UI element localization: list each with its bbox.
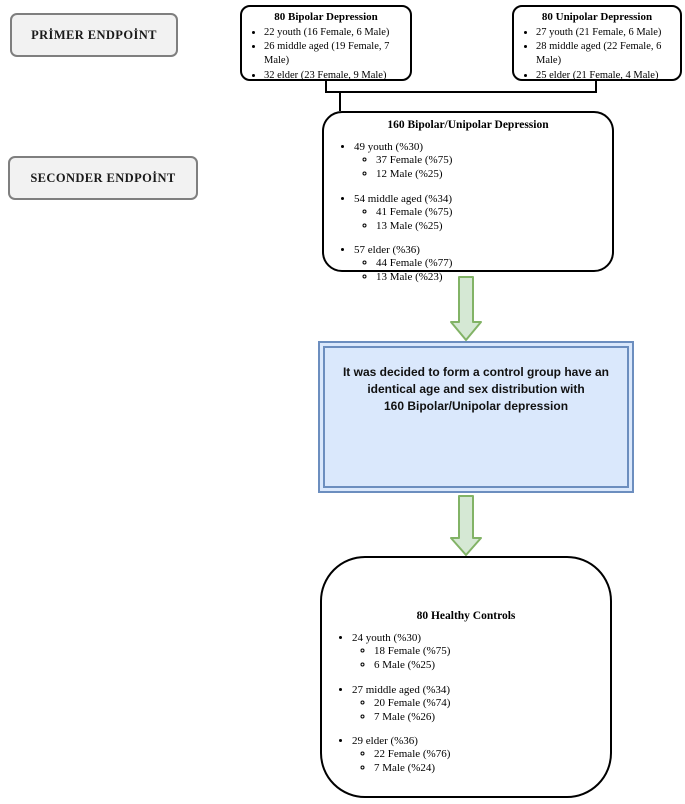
note-line-2: identical age and sex distribution with xyxy=(367,381,585,396)
sub-list-item: ◦ 37 Female (%75) xyxy=(376,153,612,167)
combined-depression-box xyxy=(322,111,614,284)
list-item: • 26 middle aged (19 Female, 7 Male) xyxy=(264,40,404,68)
group-item: • 27 middle aged (%34) ◦ 20 Female (%74) ◦ 7 Male (%26) xyxy=(352,684,610,725)
healthy-box-title: 80 Healthy Controls xyxy=(416,610,516,622)
unipolar-box-title: 80 Unipolar Depression xyxy=(541,11,653,23)
group-item: • 54 middle aged (%34) ◦ 41 Female (%75) ◦ 13 Male (%25) xyxy=(354,193,612,234)
group-item: • 57 elder (%36) ◦ 44 Female (%77) ◦ 13 Male (%23) xyxy=(354,244,612,285)
down-arrow-2-icon xyxy=(451,496,481,555)
sub-list-item: ◦ 20 Female (%74) xyxy=(374,696,610,710)
healthy-controls-box xyxy=(320,556,612,798)
sub-list-item: ◦ 22 Female (%76) xyxy=(374,747,610,761)
bipolar-box-title: 80 Bipolar Depression xyxy=(274,11,378,23)
note-line-1: It was decided to form a control group have an xyxy=(342,365,610,379)
group-sub-list xyxy=(354,153,612,182)
group-item: • 29 elder (%36) ◦ 22 Female (%76) ◦ 7 Male (%24) xyxy=(352,735,610,776)
bipolar-item-list xyxy=(248,26,404,83)
bipolar-depression-box xyxy=(240,5,412,81)
group-sub-list xyxy=(354,256,612,285)
combined-group-list xyxy=(324,141,612,285)
sub-list-item: ◦ 13 Male (%23) xyxy=(376,270,612,284)
group-item: • 24 youth (%30) ◦ 18 Female (%75) ◦ 6 Male (%25) xyxy=(352,632,610,673)
unipolar-depression-box xyxy=(512,5,682,81)
sub-list-item: ◦ 7 Male (%26) xyxy=(374,710,610,724)
unipolar-item-list xyxy=(520,26,674,83)
sub-list-item: ◦ 44 Female (%77) xyxy=(376,256,612,270)
seconder-endpoint-text: SECONDER ENDPOİNT xyxy=(30,170,176,185)
seconder-endpoint-label xyxy=(8,156,198,200)
sub-list-item: ◦ 6 Male (%25) xyxy=(374,658,610,672)
list-item: • 25 elder (21 Female, 4 Male) xyxy=(536,69,674,83)
note-line-3: 160 Bipolar/Unipolar depression xyxy=(383,398,569,413)
group-sub-list xyxy=(352,696,610,725)
control-group-note-box xyxy=(318,341,634,493)
group-sub-list xyxy=(354,205,612,234)
primer-endpoint-text: PRİMER ENDPOİNT xyxy=(31,27,157,42)
list-item: • 32 elder (23 Female, 9 Male) xyxy=(264,69,404,83)
healthy-group-list xyxy=(322,632,610,776)
group-item: • 49 youth (%30) ◦ 37 Female (%75) ◦ 12 Male (%25) xyxy=(354,141,612,182)
group-sub-list xyxy=(352,644,610,673)
combined-box-title: 160 Bipolar/Unipolar Depression xyxy=(387,119,549,131)
group-sub-list xyxy=(352,747,610,776)
sub-list-item: ◦ 12 Male (%25) xyxy=(376,167,612,181)
list-item: • 27 youth (21 Female, 6 Male) xyxy=(536,26,674,40)
list-item: • 28 middle aged (22 Female, 6 Male) xyxy=(536,40,674,68)
list-item: • 22 youth (16 Female, 6 Male) xyxy=(264,26,404,40)
sub-list-item: ◦ 41 Female (%75) xyxy=(376,205,612,219)
primer-endpoint-label xyxy=(10,13,178,57)
control-group-note-inner xyxy=(323,346,629,488)
sub-list-item: ◦ 13 Male (%25) xyxy=(376,219,612,233)
sub-list-item: ◦ 7 Male (%24) xyxy=(374,761,610,775)
down-arrow-1-icon xyxy=(451,277,481,340)
sub-list-item: ◦ 18 Female (%75) xyxy=(374,644,610,658)
